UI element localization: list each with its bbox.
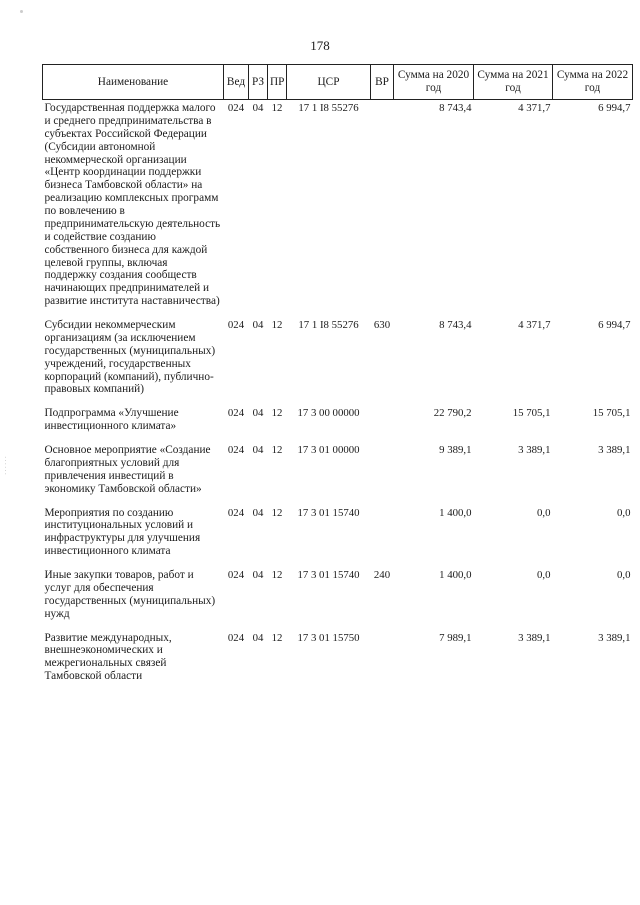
row-vr — [371, 405, 394, 442]
row-sum-2022: 0,0 — [617, 506, 631, 519]
header-pr: ПР — [268, 65, 287, 100]
row-vr — [371, 100, 394, 318]
header-name: Наименование — [43, 65, 224, 100]
margin-mark: ······ — [2, 455, 10, 475]
row-pr: 12 — [271, 407, 283, 420]
row-sum-2020: 1 400,0 — [439, 506, 472, 519]
row-pr: 12 — [271, 631, 283, 644]
table-header — [43, 65, 633, 100]
row-csr: 17 1 I8 55276 — [298, 319, 359, 331]
row-csr: 17 3 01 15750 — [297, 631, 360, 644]
header-rz: РЗ — [249, 65, 268, 100]
row-sum-2020: 7 989,1 — [439, 631, 472, 644]
row-pr: 12 — [271, 569, 283, 581]
row-vr: 630 — [373, 319, 391, 331]
row-ved: 024 — [227, 631, 245, 644]
row-sum-2020: 1 400,0 — [439, 569, 472, 581]
row-pr: 12 — [271, 444, 283, 456]
table-row — [43, 317, 633, 405]
row-name: Государственная поддержка малого и среднего предпринимательства в субъектах Российской Федерации (Субсидии автономной некоммерческой организации «Центр координации поддержки бизнеса Тамбовской области» на реализацию комплексных программ по вовлечению в предпринимательскую деятельность и содействие созданию собственного бизнеса для каждой целевой группы, включая поддержку создания сообществ начинающих предпринимателей и развитие института наставничества) — [44, 102, 221, 308]
row-sum-2021: 0,0 — [537, 569, 551, 581]
table-row — [43, 100, 633, 318]
row-ved: 024 — [227, 569, 245, 581]
row-csr: 17 3 00 00000 — [297, 407, 360, 420]
table-row — [43, 405, 633, 442]
header-csr: ЦСР — [287, 65, 371, 100]
table-body — [43, 100, 633, 693]
row-ved: 024 — [227, 444, 245, 456]
row-ved: 024 — [227, 506, 245, 519]
row-rz: 04 — [252, 631, 264, 644]
row-csr: 17 1 I8 55276 — [298, 102, 359, 114]
row-rz: 04 — [252, 506, 264, 519]
row-sum-2021: 3 389,1 — [518, 631, 551, 644]
row-name: Субсидии некоммерческим организациям (за исключением государственных (муниципальных) учреждений, государственных корпораций (компаний), публично-правовых компаний) — [44, 319, 216, 396]
row-name: Мероприятия по созданию институциональных условий и инфраструктуры для улучшения инвестиционного климата — [44, 506, 201, 558]
row-pr: 12 — [271, 102, 283, 114]
row-sum-2022: 6 994,7 — [598, 102, 631, 114]
row-rz: 04 — [252, 407, 264, 420]
page-number: 178 — [310, 38, 330, 53]
row-sum-2020: 8 743,4 — [439, 102, 472, 114]
header-sum-2020: Сумма на 2020 год — [394, 65, 474, 100]
table-row — [43, 442, 633, 505]
row-ved: 024 — [227, 407, 245, 420]
row-rz: 04 — [252, 102, 264, 114]
row-rz: 04 — [252, 319, 264, 331]
row-sum-2022: 6 994,7 — [598, 319, 631, 331]
row-sum-2020: 9 389,1 — [439, 444, 472, 456]
row-pr: 12 — [271, 319, 283, 331]
row-ved: 024 — [227, 102, 245, 114]
header-vr: ВР — [371, 65, 394, 100]
row-vr — [371, 630, 394, 693]
row-csr: 17 3 01 00000 — [297, 444, 360, 456]
row-sum-2021: 15 705,1 — [512, 407, 551, 420]
header-sum-2022: Сумма на 2022 год — [553, 65, 633, 100]
row-sum-2022: 3 389,1 — [598, 631, 631, 644]
row-vr: 240 — [373, 569, 391, 581]
row-ved: 024 — [227, 319, 245, 331]
row-vr — [371, 505, 394, 568]
budget-table — [42, 64, 633, 692]
table-row — [43, 630, 633, 693]
row-sum-2022: 0,0 — [617, 569, 631, 581]
row-name: Подпрограмма «Улучшение инвестиционного климата» — [44, 407, 179, 433]
table-row — [43, 567, 633, 630]
header-sum-2021: Сумма на 2021 год — [474, 65, 553, 100]
row-sum-2020: 22 790,2 — [433, 407, 472, 420]
header-ved: Вед — [224, 65, 249, 100]
row-vr — [371, 442, 394, 505]
scan-speck — [20, 10, 23, 13]
row-name: Иные закупки товаров, работ и услуг для обеспечения государственных (муниципальных) нужд — [44, 569, 216, 620]
table-row — [43, 505, 633, 568]
row-sum-2021: 4 371,7 — [518, 319, 551, 331]
row-sum-2021: 0,0 — [537, 506, 551, 519]
row-name: Основное мероприятие «Создание благоприятных условий для привлечения инвестиций в экономику Тамбовской области» — [44, 444, 211, 495]
row-csr: 17 3 01 15740 — [297, 506, 360, 519]
row-rz: 04 — [252, 569, 264, 581]
row-pr: 12 — [271, 506, 283, 519]
row-csr: 17 3 01 15740 — [297, 569, 360, 581]
row-sum-2022: 15 705,1 — [592, 407, 631, 420]
row-name: Развитие международных, внешнеэкономических и межрегиональных связей Тамбовской области — [44, 631, 172, 683]
row-rz: 04 — [252, 444, 264, 456]
row-sum-2021: 4 371,7 — [518, 102, 551, 114]
row-sum-2022: 3 389,1 — [598, 444, 631, 456]
row-sum-2020: 8 743,4 — [439, 319, 472, 331]
row-sum-2021: 3 389,1 — [518, 444, 551, 456]
